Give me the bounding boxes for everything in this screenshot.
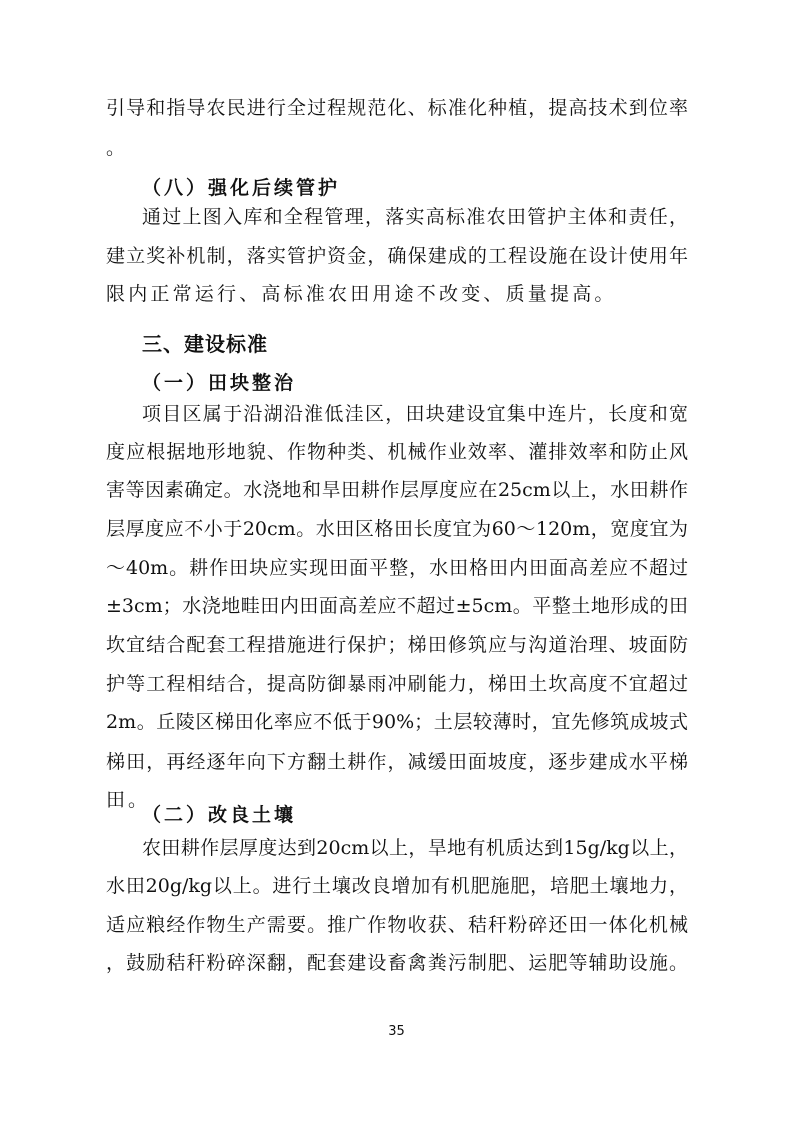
body-line: 田。: [106, 789, 151, 811]
body-line: ±3cm；水浇地畦田内田面高差应不超过±5cm。平整土地形成的田: [106, 595, 688, 617]
section-heading: （二）改良土壤: [142, 804, 297, 826]
body-line: 护等工程相结合，提高防御暴雨冲刷能力，梯田土坎高度不宜超过: [106, 673, 688, 695]
body-line: 农田耕作层厚度达到20cm以上，旱地有机质达到15g/kg以上，: [142, 837, 688, 859]
body-line: 坎宜结合配套工程措施进行保护；梯田修筑应与沟道治理、坡面防: [106, 634, 688, 656]
chapter-heading: 三、建设标准: [142, 332, 268, 356]
body-line: 。: [106, 137, 126, 159]
body-line: 害等因素确定。水浇地和旱田耕作层厚度应在25cm以上，水田耕作: [106, 479, 688, 501]
body-line: 2m。丘陵区梯田化率应不低于90%；土层较薄时，宜先修筑成坡式: [106, 711, 688, 733]
body-line: 适应粮经作物生产需要。推广作物收获、秸秆粉碎还田一体化机械: [106, 914, 688, 936]
body-line: 引导和指导农民进行全过程规范化、标准化种植，提高技术到位率: [106, 97, 688, 119]
section-heading: （八）强化后续管护: [142, 177, 341, 199]
body-line: 梯田，再经逐年向下方翻土耕作，减缓田面坡度，逐步建成水平梯: [106, 751, 688, 773]
body-line: 项目区属于沿湖沿淮低洼区，田块建设宜集中连片，长度和宽: [142, 403, 688, 425]
body-line: 通过上图入库和全程管理，落实高标准农田管护主体和责任，: [142, 206, 688, 228]
body-line: 建立奖补机制，落实管护资金，确保建成的工程设施在设计使用年: [106, 245, 688, 267]
body-line: ，鼓励秸秆粉碎深翻，配套建设畜禽粪污制肥、运肥等辅助设施。: [106, 952, 688, 974]
body-line: 度应根据地形地貌、作物种类、机械作业效率、灌排效率和防止风: [106, 441, 688, 463]
page-number: 35: [388, 1024, 405, 1039]
body-line: 水田20g/kg以上。进行土壤改良增加有机肥施肥，培肥土壤地力，: [106, 875, 688, 897]
body-line: 限内正常运行、高标准农田用途不改变、质量提高。: [106, 283, 617, 305]
body-line: ～40m。耕作田块应实现田面平整，水田格田内田面高差应不超过: [106, 557, 688, 579]
body-line: 层厚度应不小于20cm。水田区格田长度宜为60～120m，宽度宜为: [106, 518, 688, 540]
section-heading: （一）田块整治: [142, 372, 297, 394]
